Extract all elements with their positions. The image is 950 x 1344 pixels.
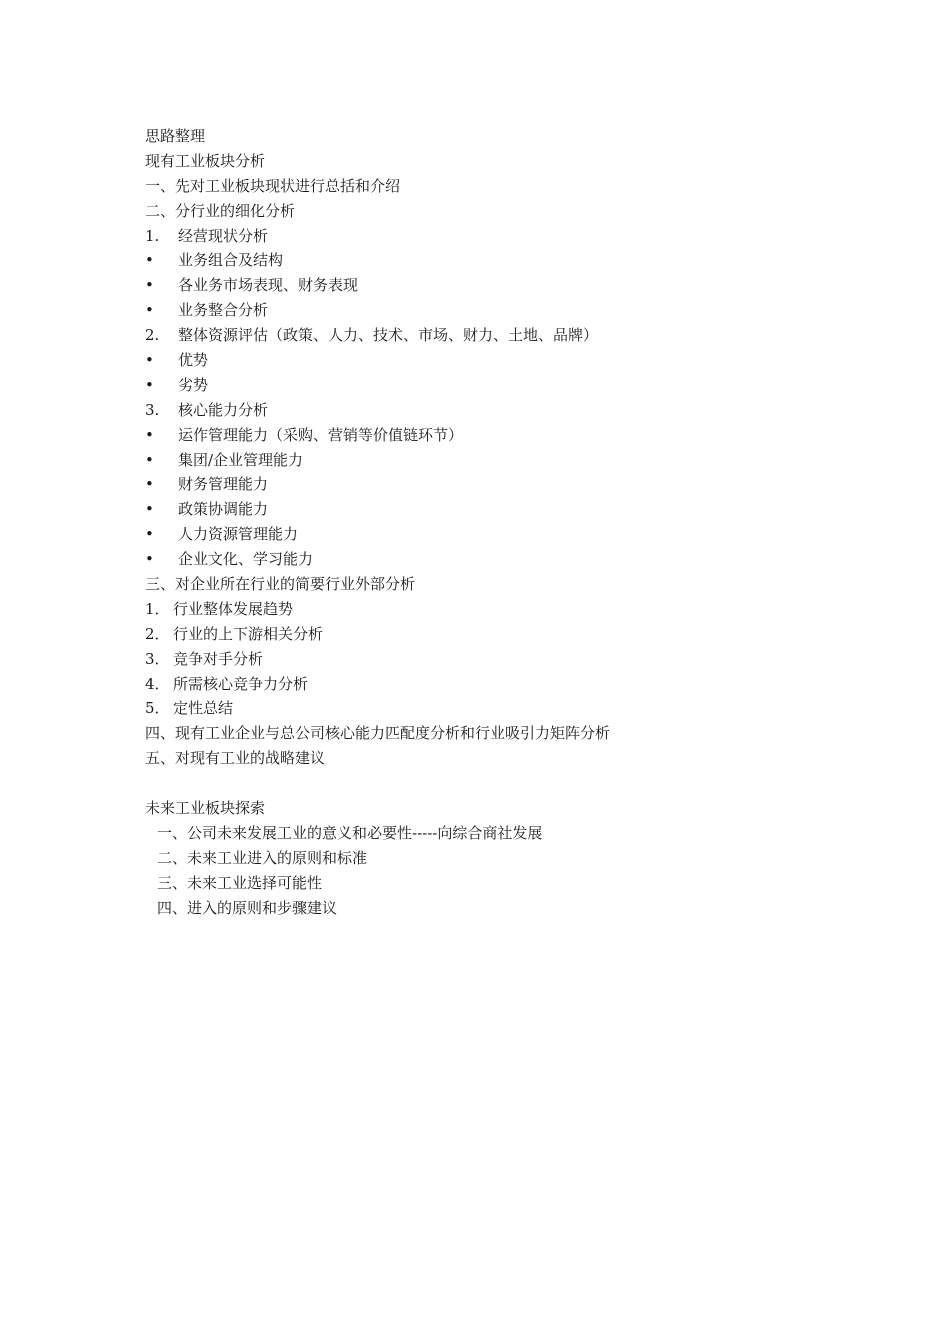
- part5-text: 五、对现有工业的战略建议: [145, 749, 326, 768]
- future-item-text: 三、未来工业选择可能性: [157, 873, 323, 892]
- bullet-text: 各业务市场表现、财务表现: [178, 276, 359, 295]
- item-number: 3.: [145, 400, 160, 419]
- part1-text: 一、先对工业板块现状进行总括和介绍: [145, 176, 401, 195]
- bullet-text: 运作管理能力（采购、营销等价值链环节）: [178, 425, 464, 444]
- part-heading: [145, 746, 865, 771]
- part-heading: [145, 572, 865, 597]
- bullet-text: 业务组合及结构: [178, 251, 284, 270]
- bullet-item: [145, 298, 865, 323]
- item-label: 所需核心竞争力分析: [173, 674, 309, 693]
- item-number: 2.: [145, 326, 160, 345]
- bullet-marker: •: [145, 375, 154, 394]
- bullet-item: [145, 348, 865, 373]
- item-number: 5．: [145, 699, 170, 718]
- item-label: 经营现状分析: [178, 226, 269, 245]
- item-number: 1.: [145, 226, 160, 245]
- item-number: 2．: [145, 624, 170, 643]
- item-label: 行业整体发展趋势: [173, 599, 294, 618]
- document-heading: [145, 124, 865, 149]
- bullet-marker: •: [145, 450, 154, 469]
- bullet-text: 财务管理能力: [178, 475, 269, 494]
- part-heading: [145, 821, 865, 846]
- part-heading: [145, 896, 865, 921]
- item-number: 4．: [145, 674, 170, 693]
- part-heading: [145, 174, 865, 199]
- part4-text: 四、现有工业企业与总公司核心能力匹配度分析和行业吸引力矩阵分析: [145, 724, 611, 743]
- bullet-item: [145, 472, 865, 497]
- part2-text: 二、分行业的细化分析: [145, 201, 296, 220]
- item-label: 定性总结: [173, 699, 234, 718]
- document-body: [145, 124, 865, 921]
- bullet-marker: •: [145, 525, 154, 544]
- bullet-item: [145, 423, 865, 448]
- bullet-text: 企业文化、学习能力: [178, 550, 314, 569]
- bullet-marker: •: [145, 425, 154, 444]
- numbered-item: [145, 647, 865, 672]
- bullet-marker: •: [145, 500, 154, 519]
- bullet-item: [145, 497, 865, 522]
- bullet-marker: •: [145, 475, 154, 494]
- numbered-item: [145, 672, 865, 697]
- part-heading: [145, 721, 865, 746]
- bullet-item: [145, 448, 865, 473]
- numbered-item: [145, 323, 865, 348]
- section-title: [145, 149, 865, 174]
- bullet-marker: •: [145, 351, 154, 370]
- part-heading: [145, 871, 865, 896]
- heading-text: 思路整理: [145, 127, 206, 145]
- bullet-item: [145, 522, 865, 547]
- bullet-marker: •: [145, 301, 154, 320]
- section1-title-text: 现有工业板块分析: [145, 151, 266, 170]
- numbered-item: [145, 398, 865, 423]
- bullet-marker: •: [145, 550, 154, 569]
- numbered-item: [145, 597, 865, 622]
- bullet-item: [145, 248, 865, 273]
- item-number: 1．: [145, 599, 170, 618]
- bullet-text: 人力资源管理能力: [178, 525, 299, 544]
- bullet-item: [145, 547, 865, 572]
- bullet-marker: •: [145, 251, 154, 270]
- bullet-item: [145, 273, 865, 298]
- item-label: 整体资源评估（政策、人力、技术、市场、财力、土地、品牌）: [178, 326, 599, 345]
- bullet-item: [145, 373, 865, 398]
- item-label: 核心能力分析: [178, 400, 269, 419]
- section-title: [145, 796, 865, 821]
- numbered-item: [145, 622, 865, 647]
- bullet-text: 业务整合分析: [178, 301, 269, 320]
- numbered-item: [145, 224, 865, 249]
- part-heading: [145, 846, 865, 871]
- blank-line: [145, 771, 865, 796]
- bullet-text: 集团/企业管理能力: [178, 450, 304, 469]
- bullet-text: 优势: [178, 351, 209, 370]
- numbered-item: [145, 696, 865, 721]
- part-heading: [145, 199, 865, 224]
- item-label: 行业的上下游相关分析: [173, 624, 324, 643]
- item-label: 竞争对手分析: [173, 649, 264, 668]
- future-item-text: 二、未来工业进入的原则和标准: [157, 848, 368, 867]
- bullet-text: 劣势: [178, 375, 209, 394]
- future-item-text: 一、公司未来发展工业的意义和必要性-----向综合商社发展: [157, 823, 543, 842]
- future-item-text: 四、进入的原则和步骤建议: [157, 898, 338, 917]
- item-number: 3．: [145, 649, 170, 668]
- section2-title-text: 未来工业板块探索: [145, 799, 266, 818]
- part3-text: 三、对企业所在行业的简要行业外部分析: [145, 575, 416, 594]
- bullet-text: 政策协调能力: [178, 500, 269, 519]
- bullet-marker: •: [145, 276, 154, 295]
